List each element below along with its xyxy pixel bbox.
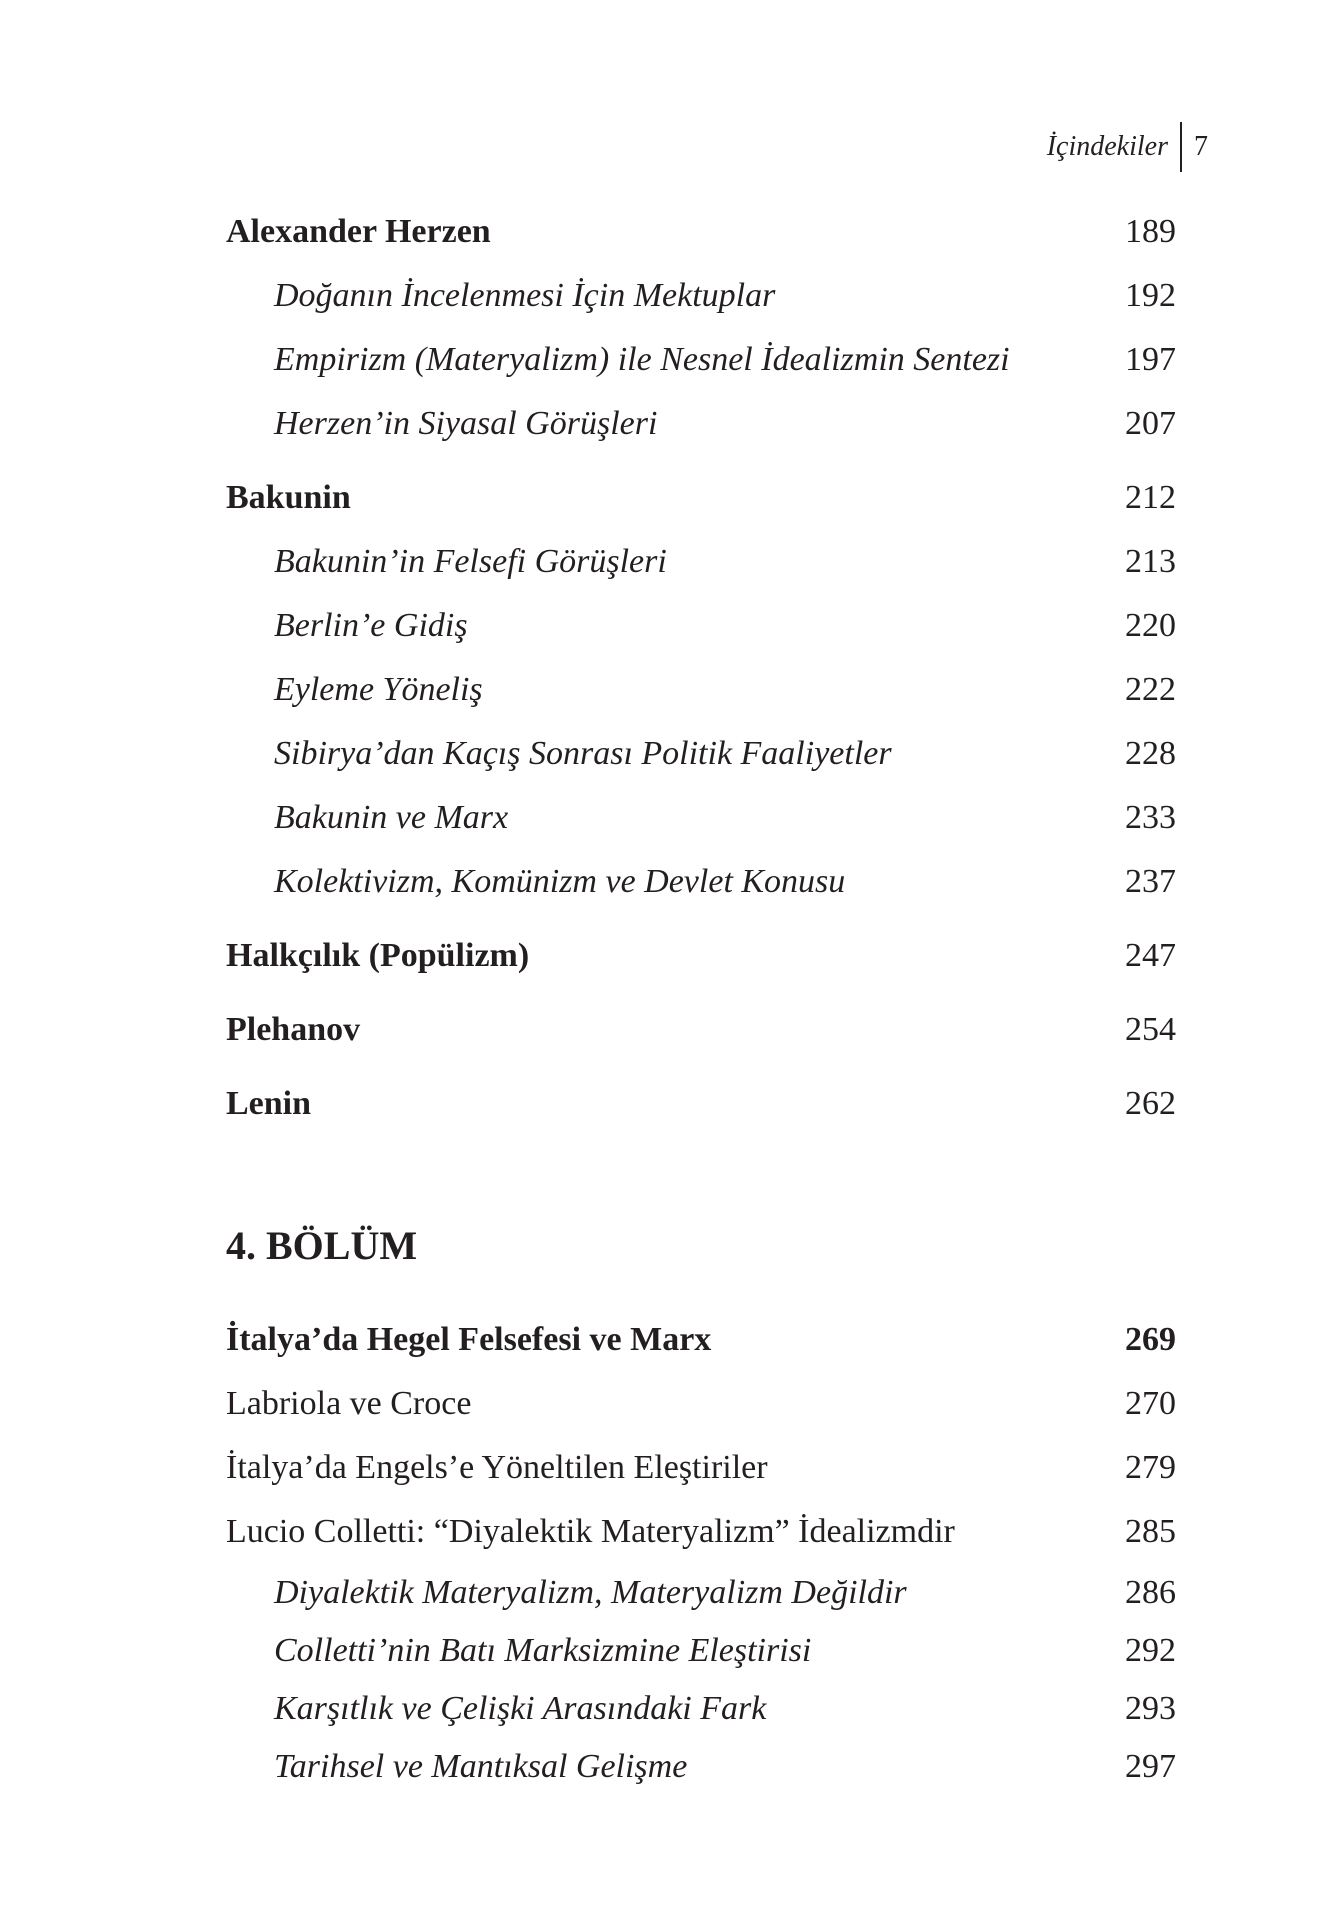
toc-entry-section [226, 1500, 1176, 1564]
page-number: 7 [1194, 131, 1208, 162]
chapter-heading: 4. BÖLÜM [226, 1223, 418, 1268]
toc-entry-label: Herzen’in Siyasal Görüşleri [274, 405, 658, 442]
toc-entry-label: Karşıtlık ve Çelişki Arasındaki Fark [274, 1690, 767, 1727]
toc-entry-subsection [226, 786, 1176, 850]
toc-entry-label: Empirizm (Materyalizm) ile Nesnel İdealizmin Sentezi [274, 341, 1010, 378]
toc-entry-page: 286 [1125, 1574, 1176, 1611]
toc-entry-subsection [226, 594, 1176, 658]
toc-entry-page: 285 [1125, 1513, 1176, 1550]
running-head-title: İçindekiler [1046, 131, 1168, 162]
toc-entry-heading [226, 924, 1176, 988]
toc-entry-page: 254 [1125, 1011, 1176, 1048]
toc-entry-label: Labriola ve Croce [226, 1385, 472, 1422]
toc-entry-subsection [226, 1564, 1176, 1622]
toc-entry-subsection [226, 1680, 1176, 1738]
toc-entry-label: Lucio Colletti: “Diyalektik Materyalizm” İdealizmdir [226, 1513, 955, 1550]
toc-entry-page: 222 [1125, 671, 1176, 708]
toc-entry-label: Colletti’nin Batı Marksizmine Eleştirisi [274, 1632, 812, 1669]
toc-entry-heading [226, 1308, 1176, 1372]
toc-entry-label: Lenin [226, 1085, 312, 1122]
toc-entry-label: Bakunin ve Marx [274, 799, 509, 836]
toc-entry-subsection [226, 850, 1176, 914]
toc-entry-label: Bakunin [226, 479, 351, 516]
toc-entry-heading [226, 998, 1176, 1062]
toc-entry-label: Sibirya’dan Kaçış Sonrası Politik Faaliyetler [274, 735, 892, 772]
toc-entry-subsection [226, 392, 1176, 456]
toc-entry-page: 262 [1125, 1085, 1176, 1122]
toc-entry-page: 207 [1125, 405, 1176, 442]
toc-entry-page: 292 [1125, 1632, 1176, 1669]
toc-entry-label: Diyalektik Materyalizm, Materyalizm Değildir [274, 1574, 907, 1611]
toc-entry-subsection [226, 722, 1176, 786]
toc-entry-label: Halkçılık (Popülizm) [226, 937, 530, 974]
toc-entry-label: Kolektivizm, Komünizm ve Devlet Konusu [274, 863, 846, 900]
toc-entry-subsection [226, 658, 1176, 722]
toc-entry-label: Tarihsel ve Mantıksal Gelişme [274, 1748, 688, 1785]
toc-entry-label: Bakunin’in Felsefi Görüşleri [274, 543, 667, 580]
toc-entry-label: Alexander Herzen [226, 213, 491, 250]
toc-entry-subsection [226, 1738, 1176, 1796]
toc-entry-label: Berlin’e Gidiş [274, 607, 468, 644]
toc-entry-page: 279 [1125, 1449, 1176, 1486]
toc-entry-label: İtalya’da Engels’e Yöneltilen Eleştiriler [226, 1449, 768, 1486]
toc-entry-page: 270 [1125, 1385, 1176, 1422]
toc-entry-subsection [226, 530, 1176, 594]
toc-entry-heading [226, 200, 1176, 264]
toc-entry-page: 192 [1125, 277, 1176, 314]
toc-entry-heading [226, 1072, 1176, 1136]
toc-entry-subsection [226, 1622, 1176, 1680]
toc-entry-page: 233 [1125, 799, 1176, 836]
toc-entry-page: 213 [1125, 543, 1176, 580]
toc-entry-label: Plehanov [226, 1011, 361, 1048]
running-head [1047, 122, 1208, 172]
toc-entry-subsection [226, 328, 1176, 392]
toc-entry-page: 189 [1125, 213, 1176, 250]
toc-entry-page: 297 [1125, 1748, 1176, 1785]
toc-entry-label: Eyleme Yöneliş [274, 671, 483, 708]
table-of-contents [226, 200, 1176, 1796]
toc-entry-section [226, 1436, 1176, 1500]
toc-entry-page: 220 [1125, 607, 1176, 644]
toc-entry-label: İtalya’da Hegel Felsefesi ve Marx [226, 1321, 712, 1358]
toc-entry-page: 228 [1125, 735, 1176, 772]
toc-entry-subsection [226, 264, 1176, 328]
toc-entry-section [226, 1372, 1176, 1436]
toc-entry-page: 237 [1125, 863, 1176, 900]
toc-entry-heading [226, 466, 1176, 530]
toc-entry-page: 269 [1125, 1321, 1176, 1358]
toc-entry-page: 293 [1125, 1690, 1176, 1727]
toc-entry-label: Doğanın İncelenmesi İçin Mektuplar [274, 277, 776, 314]
toc-entry-page: 212 [1125, 479, 1176, 516]
toc-entry-page: 247 [1125, 937, 1176, 974]
toc-entry-page: 197 [1125, 341, 1176, 378]
